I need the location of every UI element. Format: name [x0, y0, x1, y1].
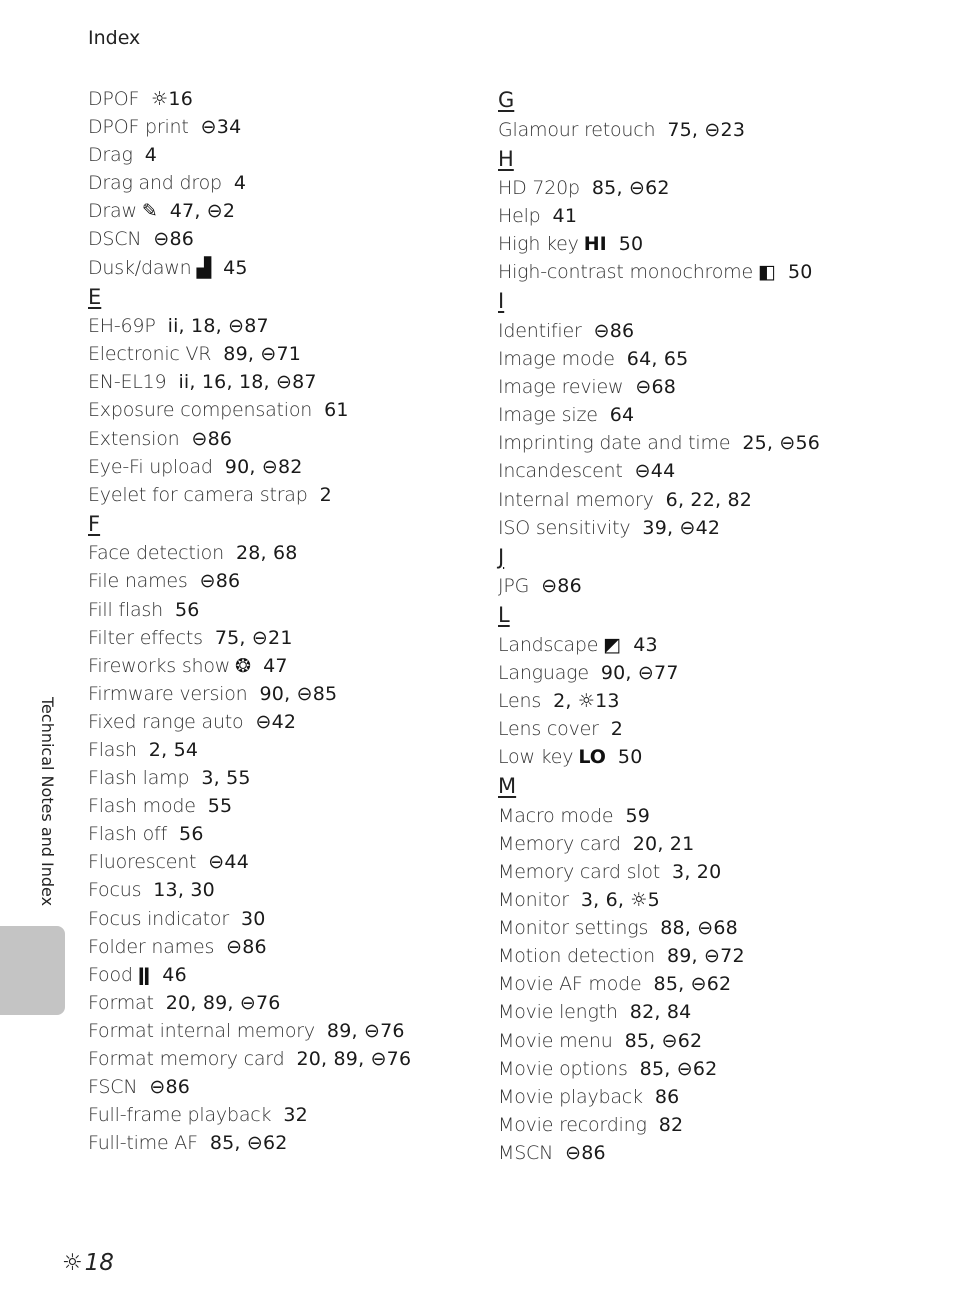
index-entry: [88, 736, 411, 764]
index-term: Memory card: [498, 832, 621, 855]
scene-mode-icon: ◩: [603, 633, 622, 656]
index-page-refs: 46: [162, 963, 187, 986]
index-term: HD 720p: [498, 177, 580, 200]
index-entry: [498, 174, 820, 202]
index-entry: [88, 1073, 411, 1101]
index-term: Image mode: [498, 348, 615, 371]
index-page-refs: 2, 54: [148, 738, 199, 761]
index-entry: [498, 202, 820, 230]
index-entry: [498, 659, 820, 687]
index-page-refs: 75, ⊖21: [214, 626, 293, 649]
index-entry: [498, 1055, 820, 1083]
index-term: DPOF print: [88, 116, 189, 139]
index-page-refs: ⊖86: [541, 575, 582, 598]
index-page-refs: 56: [179, 823, 204, 846]
index-page-refs: 39, ⊖42: [642, 516, 721, 539]
index-entry: [498, 830, 820, 858]
index-entry: [88, 905, 411, 933]
index-entry: [498, 631, 820, 659]
index-entry: [498, 373, 820, 401]
index-term: EH-69P: [88, 315, 156, 338]
index-term: Identifier: [498, 319, 582, 342]
index-page-refs: 85, ⊖62: [209, 1132, 288, 1155]
index-letter-heading: L: [498, 603, 510, 628]
index-entry: [88, 197, 411, 225]
index-term: Eyelet for camera strap: [88, 483, 308, 506]
index-term: Movie menu: [498, 1029, 613, 1052]
index-column-right: [498, 85, 820, 1167]
index-term: Movie length: [498, 1001, 618, 1024]
index-term: Exposure compensation: [88, 399, 313, 422]
scene-mode-icon: ✎: [141, 200, 158, 223]
index-column-left: [88, 85, 411, 1157]
index-page-refs: 32: [283, 1104, 308, 1127]
index-page-refs: 89, ⊖76: [326, 1019, 405, 1042]
index-entry: [88, 933, 411, 961]
index-entry: [88, 1045, 411, 1073]
index-term: EN-EL19: [88, 371, 167, 394]
index-term: Incandescent: [498, 460, 623, 483]
index-page-refs: 55: [207, 795, 233, 818]
index-page-refs: 85, ⊖62: [653, 973, 732, 996]
index-term: DSCN: [88, 228, 142, 251]
index-term: FSCN: [88, 1076, 138, 1099]
index-entry: [88, 453, 411, 481]
index-entry: [498, 942, 820, 970]
index-term: Face detection: [88, 542, 224, 565]
index-page-refs: ⊖44: [634, 460, 676, 483]
scene-mode-icon: HI: [583, 233, 607, 256]
index-term: Electronic VR: [88, 343, 212, 366]
index-entry: [498, 401, 820, 429]
index-term: Image size: [498, 404, 598, 427]
page-number-value: 18: [84, 1250, 114, 1276]
index-page-refs: 85, ⊖62: [591, 177, 670, 200]
index-entry: [498, 258, 820, 286]
scene-mode-icon: ❂: [235, 654, 252, 677]
index-term: High key: [498, 233, 579, 256]
index-entry: [88, 539, 411, 567]
index-page-refs: ⊖86: [565, 1141, 606, 1164]
index-page-refs: ⊖86: [191, 427, 233, 450]
index-term: ISO sensitivity: [498, 516, 631, 539]
index-page-refs: 4: [233, 172, 247, 195]
index-entry: [88, 989, 411, 1017]
index-page-refs: 64: [609, 404, 635, 427]
index-page-refs: 90, ⊖85: [259, 682, 338, 705]
index-page-refs: 3, 20: [672, 860, 722, 883]
index-term: Internal memory: [498, 488, 654, 511]
index-entry: [498, 317, 820, 345]
index-term: Monitor settings: [498, 917, 649, 940]
index-term: Movie AF mode: [498, 973, 642, 996]
index-term: Flash mode: [88, 795, 196, 818]
index-page-refs: 50: [618, 233, 644, 256]
index-entry: [498, 486, 820, 514]
index-page-refs: ⊖44: [208, 851, 249, 874]
index-page-refs: 41: [552, 205, 578, 228]
index-page-refs: 3, 6, ☼5: [580, 889, 660, 912]
scene-mode-icon: LO: [578, 746, 606, 769]
index-page-refs: ⊖42: [255, 710, 297, 733]
index-term: Fixed range auto: [88, 710, 244, 733]
index-term: Motion detection: [498, 945, 655, 968]
index-term: Fluorescent: [88, 851, 197, 874]
index-entry: [498, 998, 820, 1026]
index-term: Movie recording: [498, 1113, 647, 1136]
index-entry: [498, 345, 820, 373]
index-entry: [498, 1027, 820, 1055]
index-page-refs: ii, 16, 18, ⊖87: [178, 371, 317, 394]
index-page-refs: 45: [223, 256, 248, 279]
index-letter-heading: E: [88, 284, 102, 309]
index-page-refs: 86: [654, 1085, 680, 1108]
tips-icon: ☼: [62, 1250, 83, 1276]
index-term: Imprinting date and time: [498, 432, 731, 455]
index-page-refs: 28, 68: [235, 542, 298, 565]
index-entry: [88, 820, 411, 848]
index-term: Drag and drop: [88, 172, 222, 195]
index-entry: [498, 514, 820, 542]
index-term: Dusk/dawn: [88, 256, 192, 279]
index-page-refs: 20, 89, ⊖76: [296, 1048, 412, 1070]
index-page-refs: ⊖86: [153, 228, 195, 251]
index-entry: [88, 312, 411, 340]
index-entry: [88, 624, 411, 652]
index-page-refs: 30: [240, 907, 266, 930]
index-entry: [498, 802, 820, 830]
index-entry: [498, 572, 820, 600]
index-page-refs: ⊖86: [149, 1076, 191, 1099]
index-page-refs: 50: [617, 746, 643, 769]
index-page-refs: 59: [625, 804, 651, 827]
index-term: Format internal memory: [88, 1019, 315, 1042]
index-page-refs: 56: [174, 598, 200, 621]
index-page-refs: 85, ⊖62: [639, 1057, 718, 1080]
index-entry: [88, 567, 411, 595]
index-entry: [88, 141, 411, 169]
index-letter-heading: G: [498, 88, 515, 112]
index-term: Draw: [88, 200, 137, 223]
index-page-refs: 64, 65: [626, 348, 689, 371]
index-page-refs: 6, 22, 82: [665, 488, 753, 511]
index-entry: [498, 687, 820, 715]
index-entry: [88, 1101, 411, 1129]
index-page-refs: 2, ☼13: [553, 690, 620, 712]
index-page-refs: 50: [787, 261, 813, 284]
index-entry: [88, 368, 411, 396]
index-term: Flash: [88, 738, 137, 761]
index-term: Focus indicator: [88, 907, 229, 930]
index-term: Drag: [88, 144, 133, 167]
side-section-label: Technical Notes and Index: [38, 697, 57, 907]
index-term: Movie options: [498, 1057, 628, 1080]
index-entry: [88, 481, 411, 509]
index-entry: [88, 425, 411, 453]
index-page-refs: 4: [144, 144, 157, 167]
index-page-refs: ⊖86: [226, 935, 267, 958]
index-letter-heading: I: [498, 289, 505, 314]
index-term: Help: [498, 205, 541, 228]
index-term: Movie playback: [498, 1085, 643, 1108]
index-page-refs: 88, ⊖68: [660, 917, 738, 940]
index-term: Format: [88, 991, 154, 1014]
index-term: Full-time AF: [88, 1132, 198, 1155]
index-page-refs: 89, ⊖72: [666, 945, 745, 968]
index-page-refs: ⊖68: [635, 376, 677, 399]
index-term: Lens: [498, 690, 542, 712]
index-term: Food: [88, 963, 133, 986]
index-term: Macro mode: [498, 804, 614, 827]
index-page-refs: 20, 21: [632, 832, 695, 855]
index-page-refs: 90, ⊖77: [600, 661, 679, 684]
index-term: Monitor: [498, 889, 569, 912]
index-page-refs: 47: [263, 654, 288, 677]
index-term: Flash lamp: [88, 767, 190, 790]
index-entry: [88, 1129, 411, 1157]
index-term: Folder names: [88, 935, 215, 958]
index-term: Extension: [88, 427, 180, 450]
scene-mode-icon: ▟: [196, 256, 212, 279]
index-page-refs: 13, 30: [153, 879, 215, 902]
index-page-refs: 89, ⊖71: [223, 343, 302, 366]
index-term: JPG: [498, 575, 530, 598]
index-entry: [498, 970, 820, 998]
index-entry: [498, 1083, 820, 1111]
index-entry: [88, 396, 411, 424]
index-term: Full-frame playback: [88, 1104, 272, 1127]
index-term: Fill flash: [88, 598, 163, 621]
index-term: Glamour retouch: [498, 118, 656, 141]
index-entry: [498, 914, 820, 942]
index-entry: [88, 225, 411, 253]
index-term: Filter effects: [88, 626, 203, 649]
index-letter-heading: J: [498, 544, 505, 569]
index-letter-heading: M: [498, 774, 517, 799]
index-term: Fireworks show: [88, 654, 231, 677]
index-term: Memory card slot: [498, 860, 661, 883]
index-term: Firmware version: [88, 682, 248, 705]
index-entry: [88, 680, 411, 708]
index-entry: [88, 1017, 411, 1045]
index-page-refs: 47, ⊖2: [169, 200, 236, 223]
index-entry: [88, 254, 411, 282]
index-entry: [498, 886, 820, 914]
index-page-refs: 43: [633, 633, 658, 656]
scene-mode-icon: ◧: [757, 261, 776, 284]
index-page-refs: 2: [319, 483, 332, 506]
index-entry: [88, 792, 411, 820]
index-entry: [498, 230, 820, 258]
index-page-refs: ☼16: [151, 88, 193, 110]
index-page-refs: ⊖34: [200, 116, 242, 139]
index-entry: [88, 596, 411, 624]
index-page-refs: ii, 18, ⊖87: [167, 315, 269, 338]
index-term: DPOF: [88, 88, 140, 110]
index-entry: [88, 85, 411, 113]
index-page-refs: 90, ⊖82: [224, 455, 303, 478]
index-page-refs: 2: [610, 718, 624, 741]
index-term: Low key: [498, 746, 574, 769]
index-entry: [498, 116, 820, 144]
index-entry: [498, 457, 820, 485]
index-page-refs: 75, ⊖23: [667, 118, 746, 141]
index-page-refs: 82: [658, 1113, 684, 1136]
index-letter-heading: H: [498, 146, 514, 171]
index-term: Format memory card: [88, 1048, 285, 1070]
index-entry: [498, 1139, 820, 1167]
index-page-refs: ⊖86: [199, 570, 241, 593]
index-entry: [88, 708, 411, 736]
index-entry: [88, 113, 411, 141]
index-page-refs: 25, ⊖56: [742, 432, 821, 455]
index-term: Eye-Fi upload: [88, 455, 213, 478]
index-entry: [498, 429, 820, 457]
index-term: Landscape: [498, 633, 599, 656]
index-entry: [88, 764, 411, 792]
index-entry: [88, 652, 411, 680]
index-page-refs: 82, 84: [629, 1001, 692, 1024]
index-entry: [88, 340, 411, 368]
index-entry: [88, 848, 411, 876]
index-term: File names: [88, 570, 188, 593]
index-term: MSCN: [498, 1141, 554, 1164]
scene-mode-icon: ǁ: [137, 963, 151, 986]
index-term: Focus: [88, 879, 142, 902]
index-term: Flash off: [88, 823, 168, 846]
index-letter-heading: F: [88, 511, 101, 536]
index-entry: [88, 961, 411, 989]
index-term: Language: [498, 661, 589, 684]
index-term: Lens cover: [498, 718, 599, 741]
index-entry: [498, 858, 820, 886]
index-entry: [498, 715, 820, 743]
index-entry: [498, 1111, 820, 1139]
index-page-refs: 3, 55: [201, 767, 251, 790]
index-page-refs: 85, ⊖62: [624, 1029, 703, 1052]
page-number: [62, 1250, 114, 1276]
index-entry: [88, 876, 411, 904]
index-term: Image review: [498, 376, 624, 399]
index-entry: [88, 169, 411, 197]
page-header-title: Index: [88, 27, 141, 49]
section-tab: [0, 926, 65, 1015]
index-page-refs: 61: [324, 399, 349, 422]
index-term: High-contrast monochrome: [498, 261, 753, 284]
index-page-refs: ⊖86: [593, 319, 635, 342]
index-page-refs: 20, 89, ⊖76: [165, 991, 281, 1014]
index-entry: [498, 743, 820, 771]
